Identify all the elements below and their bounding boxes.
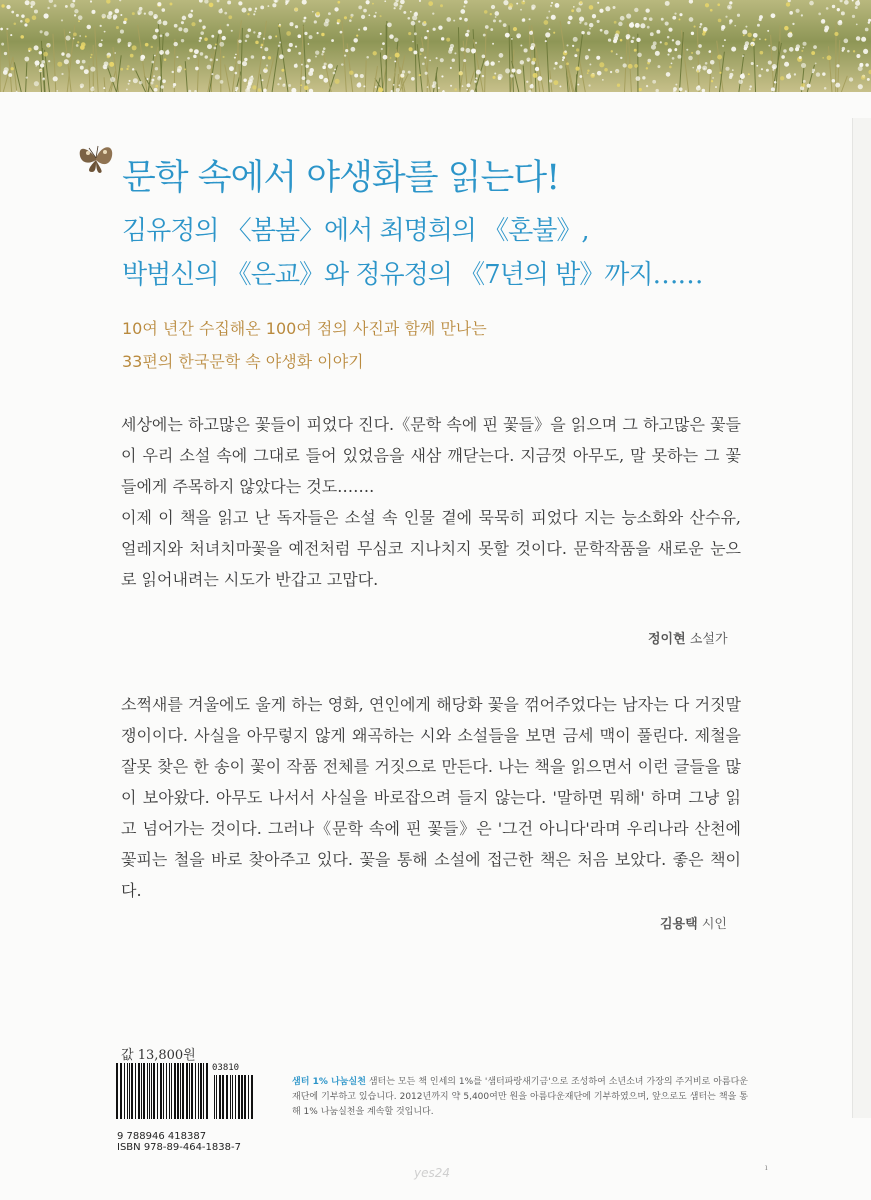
page-mark: ı — [765, 1163, 768, 1172]
review-2-signature — [660, 913, 727, 932]
watermark: yes24 — [414, 1166, 451, 1180]
subheadline-line-1: 김유정의 〈봄봄〉에서 최명희의 《혼불》, — [122, 216, 589, 246]
headline: 문학 속에서 야생화를 읽는다! — [122, 158, 560, 198]
review-2-author-name: 김용택 — [660, 917, 698, 932]
barcode-digits: 9 788946 418387 — [117, 1131, 207, 1142]
wildflower-photo — [0, 0, 871, 92]
review-1-signature — [648, 628, 728, 647]
isbn-barcode — [114, 1063, 255, 1131]
review-1-author-name: 정이현 — [648, 632, 686, 647]
review-2-author-role: 시인 — [701, 917, 727, 932]
wildflower-banner — [0, 0, 871, 92]
butterfly-icon — [76, 140, 118, 176]
donation-notice — [292, 1075, 748, 1120]
isbn-block — [117, 1131, 241, 1153]
review-2 — [121, 689, 741, 906]
review-2-paragraph-1: 소쩍새를 겨울에도 울게 하는 영화, 연인에게 해당화 꽃을 꺾어주었다는 남자는 다 거짓말쟁이이다. 사실을 아무렇지 않게 왜곡하는 시와 소설들을 보면 금세 맥이 풀린다. 제철을 잘못 찾은 한 송이 꽃이 작품 전체를 거짓으로 만든다. 나는 책을 읽으면서 이런 글들을 많이 보아왔다. 아무도 나서서 사실을 바로잡으려 들지 않는다. '말하면 뭐해' 하며 그냥 읽고 넘어가는 것이다. 그러나《문학 속에 핀 꽃들》은 '그건 아니다'라며 우리나라 산천에 꽃피는 철을 바로 찾아주고 있다. 꽃을 통해 소설에 접근한 책은 처음 보았다. 좋은 책이다. — [121, 695, 741, 900]
review-1-author-role: 소설가 — [689, 632, 728, 647]
tagline-line-1: 10여 년간 수집해온 100여 점의 사진과 함께 만나는 — [122, 319, 487, 338]
barcode-addon-digits: 03810 — [212, 1063, 240, 1073]
donation-notice-text: 샘터는 모든 책 인세의 1%를 '샘터파랑새기금'으로 조성하여 소년소녀 가장의 주거비로 아름다운재단에 기부하고 있습니다. 2012년까지 약 5,400여만 원을 아름다운재단에 기부하였으며, 앞으로도 샘터는 책을 통해 1% 나눔실천을 계속할 것입니다. — [292, 1077, 748, 1117]
review-1-paragraph-1: 세상에는 하고많은 꽃들이 피었다 진다.《문학 속에 핀 꽃들》을 읽으며 그 하고많은 꽃들이 우리 소설 속에 그대로 들어 있었음을 새삼 깨닫는다. 지금껏 아무도, 말 못하는 그 꽃들에게 주목하지 않았다는 것도……. — [121, 415, 741, 496]
isbn-number: ISBN 978-89-464-1838-7 — [117, 1142, 241, 1153]
price: 값 13,800원 — [121, 1048, 196, 1063]
page-edge — [852, 118, 871, 1118]
review-1-paragraph-2: 이제 이 책을 읽고 난 독자들은 소설 속 인물 곁에 묵묵히 피었다 지는 능소화와 산수유, 얼레지와 처녀치마꽃을 예전처럼 무심코 지나치지 못할 것이다. 문학작품을 새로운 눈으로 읽어내려는 시도가 반갑고 고맙다. — [121, 508, 741, 589]
review-1 — [121, 409, 741, 595]
subheadline-line-2: 박범신의 《은교》와 정유정의 《7년의 밤》까지…… — [122, 260, 703, 290]
donation-notice-title: 샘터 1% 나눔실천 — [292, 1077, 366, 1087]
tagline-line-2: 33편의 한국문학 속 야생화 이야기 — [122, 352, 364, 371]
